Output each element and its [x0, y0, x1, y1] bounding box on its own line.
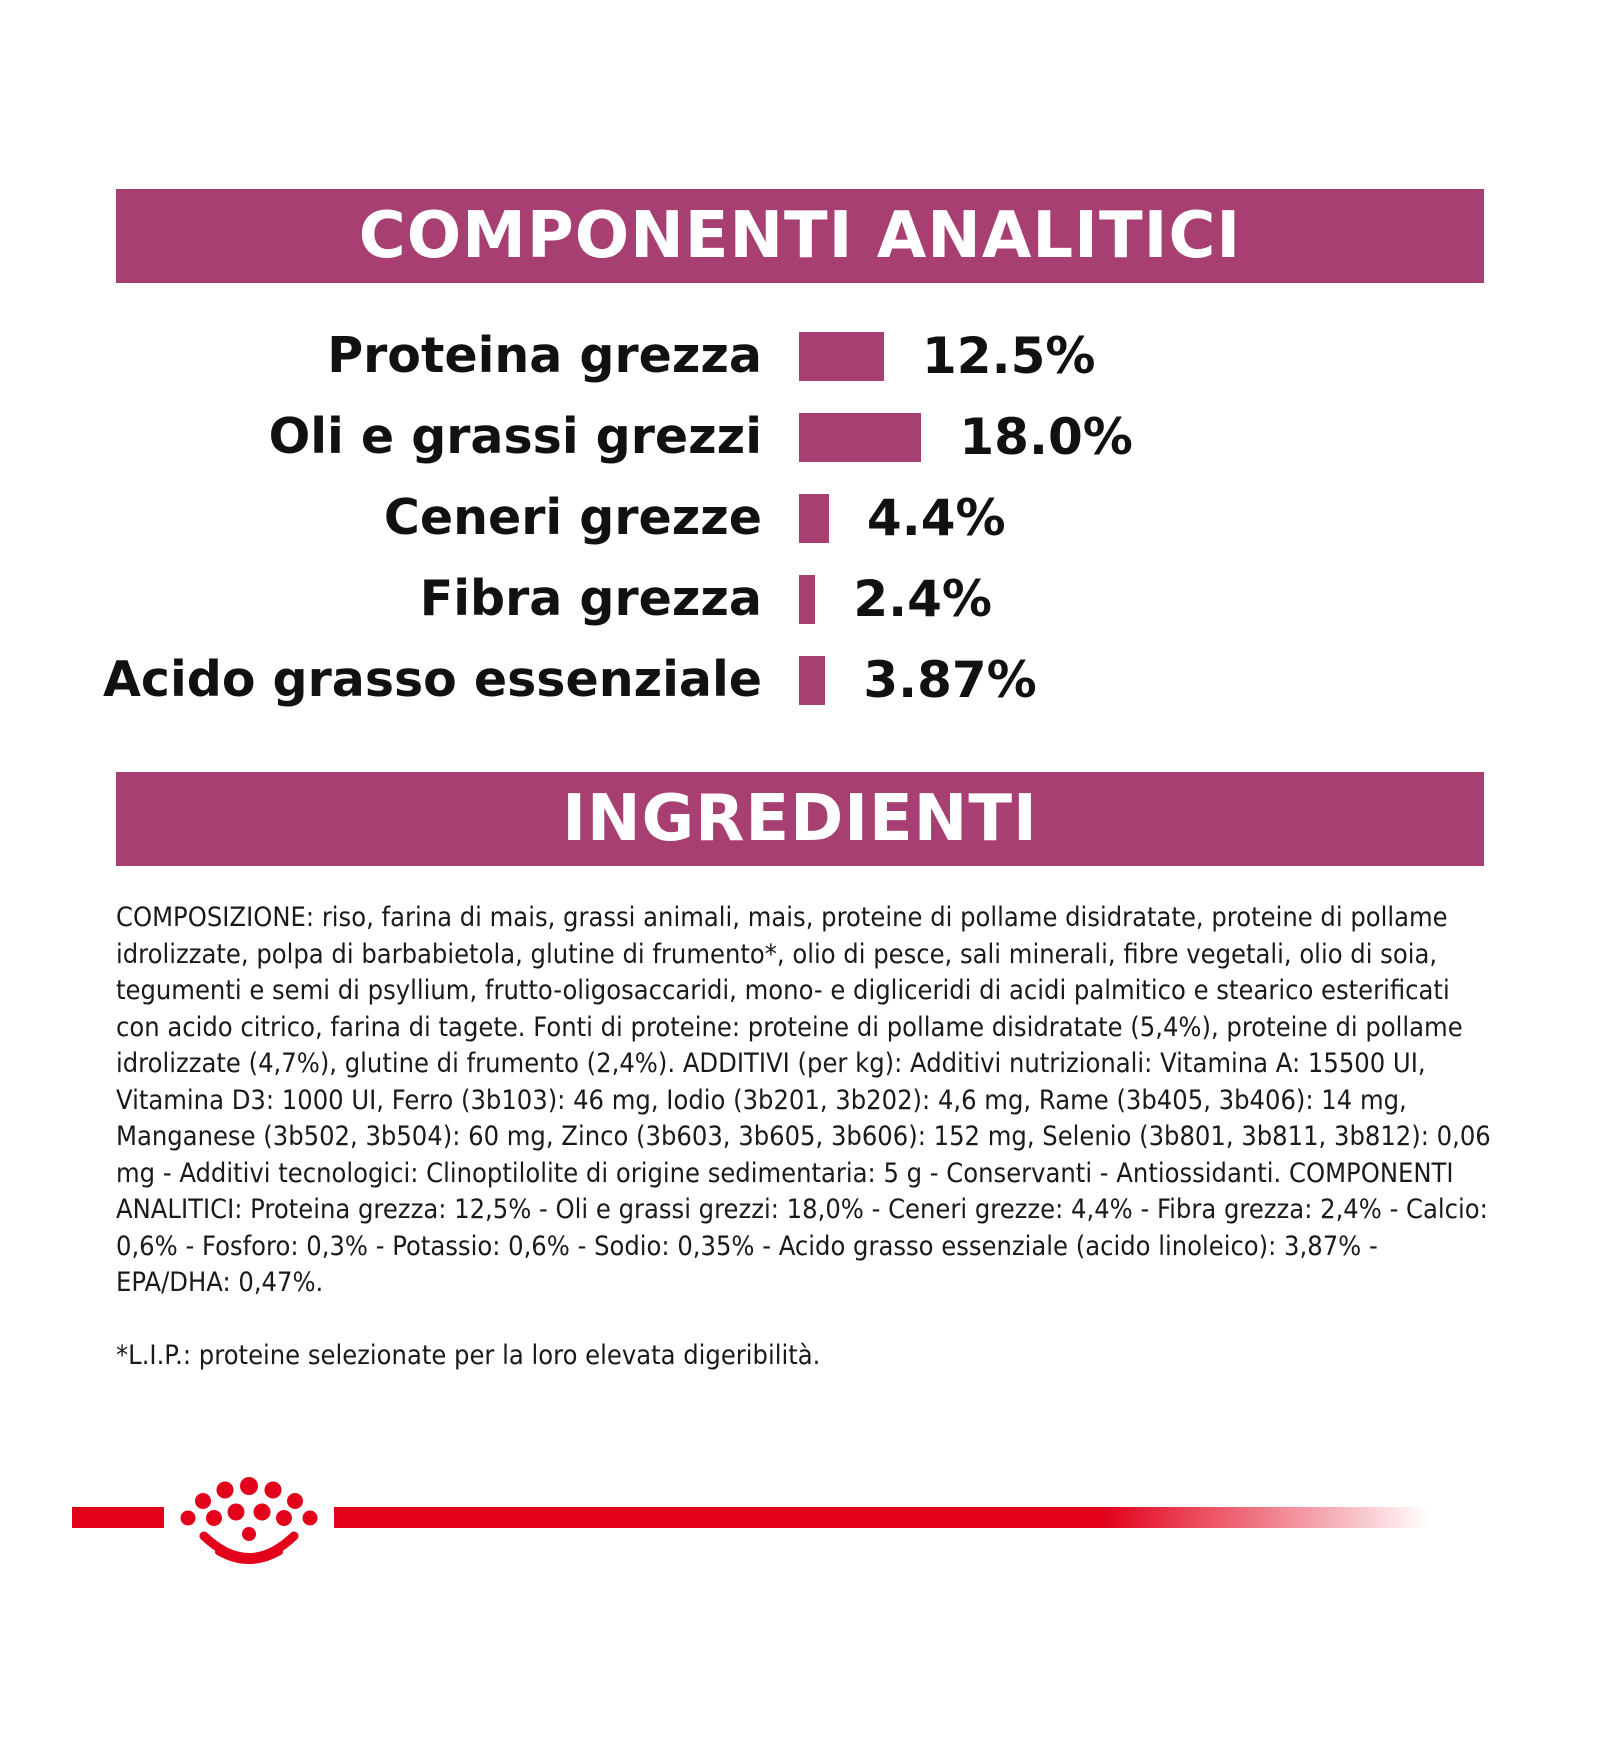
crown-icon [174, 1474, 324, 1574]
brand-line-left [72, 1507, 164, 1528]
component-label: Acido grasso essenziale [102, 651, 762, 708]
brand-line-right [334, 1507, 1430, 1528]
component-value: 18.0% [959, 408, 1133, 466]
analytical-components-title: COMPONENTI ANALITICI [358, 199, 1242, 273]
component-value: 12.5% [922, 327, 1096, 385]
analytical-components-header [116, 189, 1484, 283]
component-value: 3.87% [863, 651, 1037, 709]
component-bar [799, 413, 921, 462]
ingredients-footnote: *L.I.P.: proteine selezionate per la loro elevata digeribilità. [116, 1339, 821, 1371]
component-row-ash [0, 478, 1600, 558]
component-label: Fibra grezza [419, 570, 762, 627]
component-row-fatty-acid [0, 640, 1600, 720]
component-bar [799, 332, 884, 381]
component-label: Oli e grassi grezzi [268, 408, 762, 465]
component-row-protein [0, 316, 1600, 396]
ingredients-text: COMPOSIZIONE: riso, farina di mais, grassi animali, mais, proteine di pollame disidratate, proteine di pollame idrolizzate, polpa di barbabietola, glutine di frumento*, olio di pesce, sali minerali, fibre vegetali, olio di soia, tegumenti e semi di psyllium, frutto-oligosaccaridi, mono- e digliceridi di acidi palmitico e stearico esterificati con acido citrico, farina di tagete. Fonti di proteine: proteine di pollame disidratate (5,4%), proteine di pollame idrolizzate (4,7%), glutine di frumento (2,4%). ADDITIVI (per kg): Additivi nutrizionali: Vitamina A: 15500 UI, Vitamina D3: 1000 UI, Ferro (3b103): 46 mg, Iodio (3b201, 3b202): 4,6 mg, Rame (3b405, 3b406): 14 mg, Manganese (3b502, 3b504): 60 mg, Zinco (3b603, 3b605, 3b606): 152 mg, Selenio (3b801, 3b811, 3b812): 0,06 mg - Additivi tecnologici: Clinoptilolite di origine sedimentaria: 5 g - Conservanti - Antiossidanti. COMPONENTI ANALITICI: Proteina grezza: 12,5% - Oli e grassi grezzi: 18,0% - Ceneri grezze: 4,4% - Fibra grezza: 2,4% - Calcio: 0,6% - Fosforo: 0,3% - Potassio: 0,6% - Sodio: 0,35% - Acido grasso essenziale (acido linoleico): 3,87% - EPA/DHA: 0,47%. [116, 902, 1491, 1298]
component-label: Proteina grezza [327, 327, 762, 384]
component-row-fibre [0, 559, 1600, 639]
component-bar [799, 494, 829, 543]
component-bar [799, 656, 825, 705]
ingredients-header [116, 772, 1484, 866]
component-label: Ceneri grezze [383, 489, 762, 546]
ingredients-title: INGREDIENTI [562, 782, 1038, 856]
component-value: 2.4% [853, 570, 992, 628]
component-value: 4.4% [866, 489, 1006, 547]
component-row-fats [0, 397, 1600, 477]
ingredients-body [116, 900, 1496, 1374]
component-bar [799, 575, 815, 624]
